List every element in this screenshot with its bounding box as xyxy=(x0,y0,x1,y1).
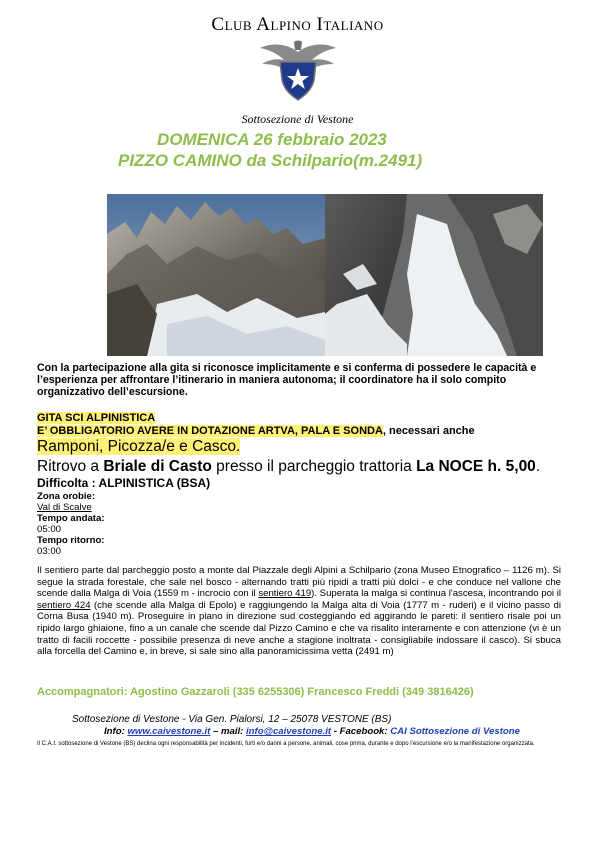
sentiero-424-link[interactable]: sentiero 424 xyxy=(37,599,91,611)
club-name: Club Alpino Italiano xyxy=(211,14,384,35)
difficolta: Difficolta : ALPINISTICA (BSA) xyxy=(37,476,211,490)
facebook-label: - Facebook: xyxy=(331,726,391,737)
desc-part-1: Il sentiero parte dal parcheggio posto a monte dal Piazzale degli Alpini a Schilpario (zona Museo Etnografico – 1126 m). Si segue la strada forestale, che sale nel bosco - alternando tratti più ripidi a tratti più dolci - e che conduce nel vallone che scende dalla Malga di Voia (1559 m - incrocio con il xyxy=(37,565,561,600)
tempo-andata-label: Tempo andata: xyxy=(37,513,105,524)
email-link[interactable]: info@caivestone.it xyxy=(246,726,332,737)
gita-type-text: GITA SCI ALPINISTICA xyxy=(37,412,156,424)
desc-part-3: (che scende alla Malga di Epolo) e raggiungendo la Malga alta di Voia (1777 m - ruderi) e il vicino passo di Corna Busa (1940 m). Proseguire in piano in direzione sud costeggiando ed aggirando le pareti: il sentiero risale poi un ripido largo ghiaione, fino a un canale che scende dal Pizzo Camino e che va risalito interamente e con attenzione (vi è un tratto di facili roccette - possibile presenza di neve anche a stagione inoltrata - consigliabile indossare il casco). Si sbuca alla forcella del Camino e, in breve, si sale sino alla panoramicissima vetta (2491 m) xyxy=(37,599,561,658)
event-date: DOMENICA 26 febbraio 2023 xyxy=(157,130,387,149)
tempo-ritorno-value: 03:00 xyxy=(37,546,62,557)
ritrovo-mid: presso il parcheggio trattoria xyxy=(211,458,417,475)
accompagnatori: Accompagnatori: Agostino Gazzaroli (335 6255306) Francesco Freddi (349 3816426) xyxy=(37,686,474,698)
mail-label: – mail: xyxy=(210,726,247,737)
route-description xyxy=(37,565,561,658)
zona-label: Zona orobie: xyxy=(37,491,96,502)
gita-obbligo xyxy=(37,425,475,437)
ritrovo-trattoria: La NOCE xyxy=(416,458,484,475)
intro-paragraph: Con la partecipazione alla gita si riconosce implicitamente e si conferma di possedere le capacità e l’esperienza per affrontare l’itinerario in maniera autonoma; il coordinatore ha il solo compito organizzativo dell’escursione. xyxy=(37,362,537,398)
mountain-photo xyxy=(107,194,543,356)
footer-info xyxy=(104,726,520,737)
facebook-link[interactable]: CAI Sottosezione di Vestone xyxy=(390,726,520,737)
gita-type xyxy=(37,412,155,424)
sottosezione-name: Sottosezione di Vestone xyxy=(241,112,354,126)
ritrovo-ora: h. 5,00 xyxy=(483,458,536,475)
sentiero-419-link[interactable]: sentiero 419 xyxy=(258,588,312,600)
ritrovo-line xyxy=(37,458,540,476)
website-link[interactable]: www.caivestone.it xyxy=(127,726,211,737)
tempo-andata-value: 05:00 xyxy=(37,524,62,535)
cai-logo xyxy=(254,38,342,104)
ritrovo-end: . xyxy=(535,458,541,475)
disclaimer: Il C.A.I. sottosezione di Vestone (BS) declina ogni responsabilità per incidenti, furti e/o danni a persone, animali, cose prima, durante e dopo l’escursione e/o la manifestazione organizzata. xyxy=(37,741,535,747)
footer-address: Sottosezione di Vestone - Via Gen. Pialorsi, 12 – 25078 VESTONE (BS) xyxy=(72,714,392,725)
ramponi-text: Ramponi, Picozza/e e Casco. xyxy=(37,438,241,455)
ritrovo-pre: Ritrovo a xyxy=(37,458,104,475)
desc-part-2: ). Superata la malga si continua l'ascesa, incontrando poi il xyxy=(311,588,561,600)
ritrovo-luogo: Briale di Casto xyxy=(103,458,212,475)
obbligo-text: E’ OBBLIGATORIO AVERE IN DOTAZIONE ARTVA, PALA E SONDA xyxy=(37,425,383,437)
obbligo-rest: , necessari anche xyxy=(382,425,475,437)
tempo-ritorno-label: Tempo ritorno: xyxy=(37,535,105,546)
event-title: PIZZO CAMINO da Schilpario(m.2491) xyxy=(118,151,423,170)
ramponi-line xyxy=(37,438,240,456)
info-label: Info: xyxy=(104,726,128,737)
zona-link[interactable]: Val di Scalve xyxy=(37,502,92,513)
